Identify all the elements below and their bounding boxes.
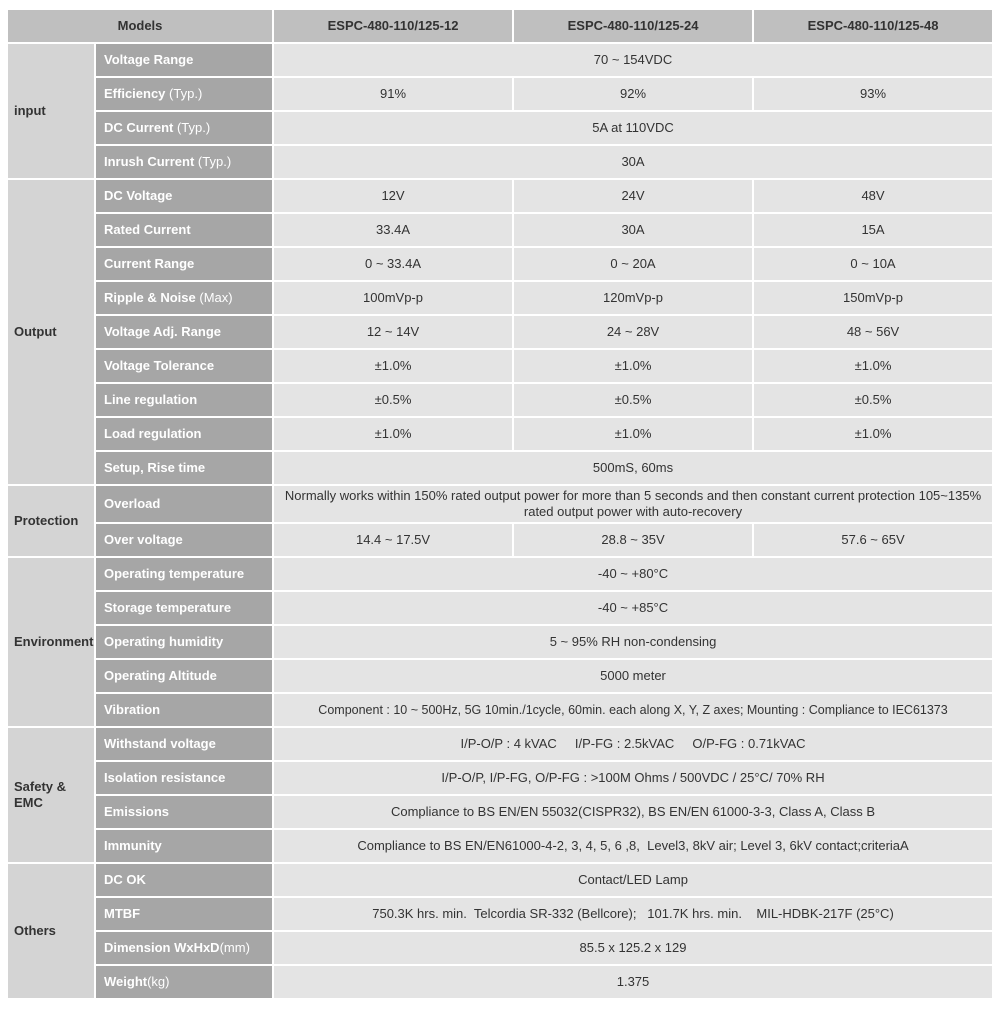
group-environment: Environment bbox=[8, 558, 94, 726]
param-label: Efficiency bbox=[104, 86, 166, 101]
param-storage-temperature: Storage temperature bbox=[96, 592, 272, 624]
value-rated-current-2: 30A bbox=[514, 214, 752, 246]
param-load-regulation: Load regulation bbox=[96, 418, 272, 450]
model-1-header: ESPC-480-110/125-12 bbox=[274, 10, 512, 42]
param-note: (Typ.) bbox=[176, 120, 211, 135]
value-voltage-tolerance-2: ±1.0% bbox=[514, 350, 752, 382]
param-line-regulation: Line regulation bbox=[96, 384, 272, 416]
value-current-range-1: 0 ~ 33.4A bbox=[274, 248, 512, 280]
models-header: Models bbox=[8, 10, 272, 42]
param-note: (Typ.) bbox=[197, 154, 232, 169]
header-row bbox=[8, 10, 992, 42]
table-row bbox=[8, 728, 992, 760]
param-label: Ripple & Noise bbox=[104, 290, 196, 305]
param-note: (Max) bbox=[199, 290, 233, 305]
value-over-voltage-1: 14.4 ~ 17.5V bbox=[274, 524, 512, 556]
param-vibration: Vibration bbox=[96, 694, 272, 726]
table-row bbox=[8, 248, 992, 280]
value-load-regulation-1: ±1.0% bbox=[274, 418, 512, 450]
table-row bbox=[8, 898, 992, 930]
table-row bbox=[8, 418, 992, 450]
param-label: Inrush Current bbox=[104, 154, 195, 169]
param-operating-humidity: Operating humidity bbox=[96, 626, 272, 658]
value-line-regulation-1: ±0.5% bbox=[274, 384, 512, 416]
value-line-regulation-3: ±0.5% bbox=[754, 384, 992, 416]
specification-table bbox=[6, 8, 994, 1000]
param-emissions: Emissions bbox=[96, 796, 272, 828]
param-mtbf: MTBF bbox=[96, 898, 272, 930]
group-safety-emc: Safety & EMC bbox=[8, 728, 94, 862]
param-operating-altitude: Operating Altitude bbox=[96, 660, 272, 692]
table-row bbox=[8, 384, 992, 416]
value-operating-temperature: -40 ~ +80°C bbox=[274, 558, 992, 590]
table-row bbox=[8, 78, 992, 110]
value-overload: Normally works within 150% rated output power for more than 5 seconds and then constant current protection 105~135% rated output power with auto-recovery bbox=[274, 486, 992, 522]
model-2-header: ESPC-480-110/125-24 bbox=[514, 10, 752, 42]
value-mtbf: 750.3K hrs. min. Telcordia SR-332 (Bellcore); 101.7K hrs. min. MIL-HDBK-217F (25°C) bbox=[274, 898, 992, 930]
param-ripple-noise bbox=[96, 282, 272, 314]
table-row bbox=[8, 558, 992, 590]
value-load-regulation-2: ±1.0% bbox=[514, 418, 752, 450]
table-row bbox=[8, 864, 992, 896]
param-dc-voltage: DC Voltage bbox=[96, 180, 272, 212]
table-row bbox=[8, 486, 992, 522]
value-voltage-adj-1: 12 ~ 14V bbox=[274, 316, 512, 348]
param-overload: Overload bbox=[96, 486, 272, 522]
value-efficiency-1: 91% bbox=[274, 78, 512, 110]
table-row bbox=[8, 282, 992, 314]
param-efficiency bbox=[96, 78, 272, 110]
value-dc-current: 5A at 110VDC bbox=[274, 112, 992, 144]
value-isolation-resistance: I/P-O/P, I/P-FG, O/P-FG : >100M Ohms / 500VDC / 25°C/ 70% RH bbox=[274, 762, 992, 794]
param-label: DC Current bbox=[104, 120, 174, 135]
group-protection: Protection bbox=[8, 486, 94, 556]
value-rated-current-3: 15A bbox=[754, 214, 992, 246]
param-weight bbox=[96, 966, 272, 998]
param-setup-rise-time: Setup, Rise time bbox=[96, 452, 272, 484]
param-over-voltage: Over voltage bbox=[96, 524, 272, 556]
value-voltage-adj-3: 48 ~ 56V bbox=[754, 316, 992, 348]
param-note: (mm) bbox=[219, 940, 250, 955]
value-voltage-tolerance-3: ±1.0% bbox=[754, 350, 992, 382]
value-ripple-noise-1: 100mVp-p bbox=[274, 282, 512, 314]
table-row bbox=[8, 932, 992, 964]
value-ripple-noise-2: 120mVp-p bbox=[514, 282, 752, 314]
param-rated-current: Rated Current bbox=[96, 214, 272, 246]
param-operating-temperature: Operating temperature bbox=[96, 558, 272, 590]
value-voltage-tolerance-1: ±1.0% bbox=[274, 350, 512, 382]
param-immunity: Immunity bbox=[96, 830, 272, 862]
value-inrush-current: 30A bbox=[274, 146, 992, 178]
value-load-regulation-3: ±1.0% bbox=[754, 418, 992, 450]
param-voltage-range: Voltage Range bbox=[96, 44, 272, 76]
param-note: (Typ.) bbox=[169, 86, 203, 101]
value-ripple-noise-3: 150mVp-p bbox=[754, 282, 992, 314]
param-dc-current bbox=[96, 112, 272, 144]
param-withstand-voltage: Withstand voltage bbox=[96, 728, 272, 760]
value-over-voltage-3: 57.6 ~ 65V bbox=[754, 524, 992, 556]
value-emissions: Compliance to BS EN/EN 55032(CISPR32), BS EN/EN 61000-3-3, Class A, Class B bbox=[274, 796, 992, 828]
table-row bbox=[8, 146, 992, 178]
table-row bbox=[8, 44, 992, 76]
table-row bbox=[8, 350, 992, 382]
value-rated-current-1: 33.4A bbox=[274, 214, 512, 246]
table-row bbox=[8, 214, 992, 246]
param-current-range: Current Range bbox=[96, 248, 272, 280]
param-dc-ok: DC OK bbox=[96, 864, 272, 896]
value-efficiency-2: 92% bbox=[514, 78, 752, 110]
table-row bbox=[8, 180, 992, 212]
table-row bbox=[8, 112, 992, 144]
value-immunity: Compliance to BS EN/EN61000-4-2, 3, 4, 5, 6 ,8, Level3, 8kV air; Level 3, 6kV contact;criteriaA bbox=[274, 830, 992, 862]
value-dc-voltage-2: 24V bbox=[514, 180, 752, 212]
value-withstand-voltage: I/P-O/P : 4 kVAC I/P-FG : 2.5kVAC O/P-FG : 0.71kVAC bbox=[274, 728, 992, 760]
param-inrush-current bbox=[96, 146, 272, 178]
value-dc-ok: Contact/LED Lamp bbox=[274, 864, 992, 896]
table-row bbox=[8, 452, 992, 484]
value-operating-humidity: 5 ~ 95% RH non-condensing bbox=[274, 626, 992, 658]
param-voltage-adj-range: Voltage Adj. Range bbox=[96, 316, 272, 348]
value-dc-voltage-1: 12V bbox=[274, 180, 512, 212]
value-vibration: Component : 10 ~ 500Hz, 5G 10min./1cycle, 60min. each along X, Y, Z axes; Mounting : Compliance to IEC61373 bbox=[274, 694, 992, 726]
param-isolation-resistance: Isolation resistance bbox=[96, 762, 272, 794]
value-voltage-range: 70 ~ 154VDC bbox=[274, 44, 992, 76]
table-row bbox=[8, 796, 992, 828]
table-row bbox=[8, 694, 992, 726]
value-operating-altitude: 5000 meter bbox=[274, 660, 992, 692]
param-label: Dimension WxHxD bbox=[104, 940, 220, 955]
table-row bbox=[8, 966, 992, 998]
value-weight: 1.375 bbox=[274, 966, 992, 998]
value-setup-rise-time: 500mS, 60ms bbox=[274, 452, 992, 484]
value-line-regulation-2: ±0.5% bbox=[514, 384, 752, 416]
table-row bbox=[8, 524, 992, 556]
group-others: Others bbox=[8, 864, 94, 998]
table-row bbox=[8, 626, 992, 658]
group-input: input bbox=[8, 44, 94, 178]
table-row bbox=[8, 830, 992, 862]
model-3-header: ESPC-480-110/125-48 bbox=[754, 10, 992, 42]
param-voltage-tolerance: Voltage Tolerance bbox=[96, 350, 272, 382]
value-dimension: 85.5 x 125.2 x 129 bbox=[274, 932, 992, 964]
value-over-voltage-2: 28.8 ~ 35V bbox=[514, 524, 752, 556]
value-current-range-2: 0 ~ 20A bbox=[514, 248, 752, 280]
value-voltage-adj-2: 24 ~ 28V bbox=[514, 316, 752, 348]
group-output: Output bbox=[8, 180, 94, 484]
table-row bbox=[8, 316, 992, 348]
param-label: Weight bbox=[104, 974, 148, 989]
value-current-range-3: 0 ~ 10A bbox=[754, 248, 992, 280]
value-storage-temperature: -40 ~ +85°C bbox=[274, 592, 992, 624]
table-row bbox=[8, 762, 992, 794]
param-dimension bbox=[96, 932, 272, 964]
table-row bbox=[8, 660, 992, 692]
value-dc-voltage-3: 48V bbox=[754, 180, 992, 212]
param-note: (kg) bbox=[147, 974, 170, 989]
table-row bbox=[8, 592, 992, 624]
value-efficiency-3: 93% bbox=[754, 78, 992, 110]
